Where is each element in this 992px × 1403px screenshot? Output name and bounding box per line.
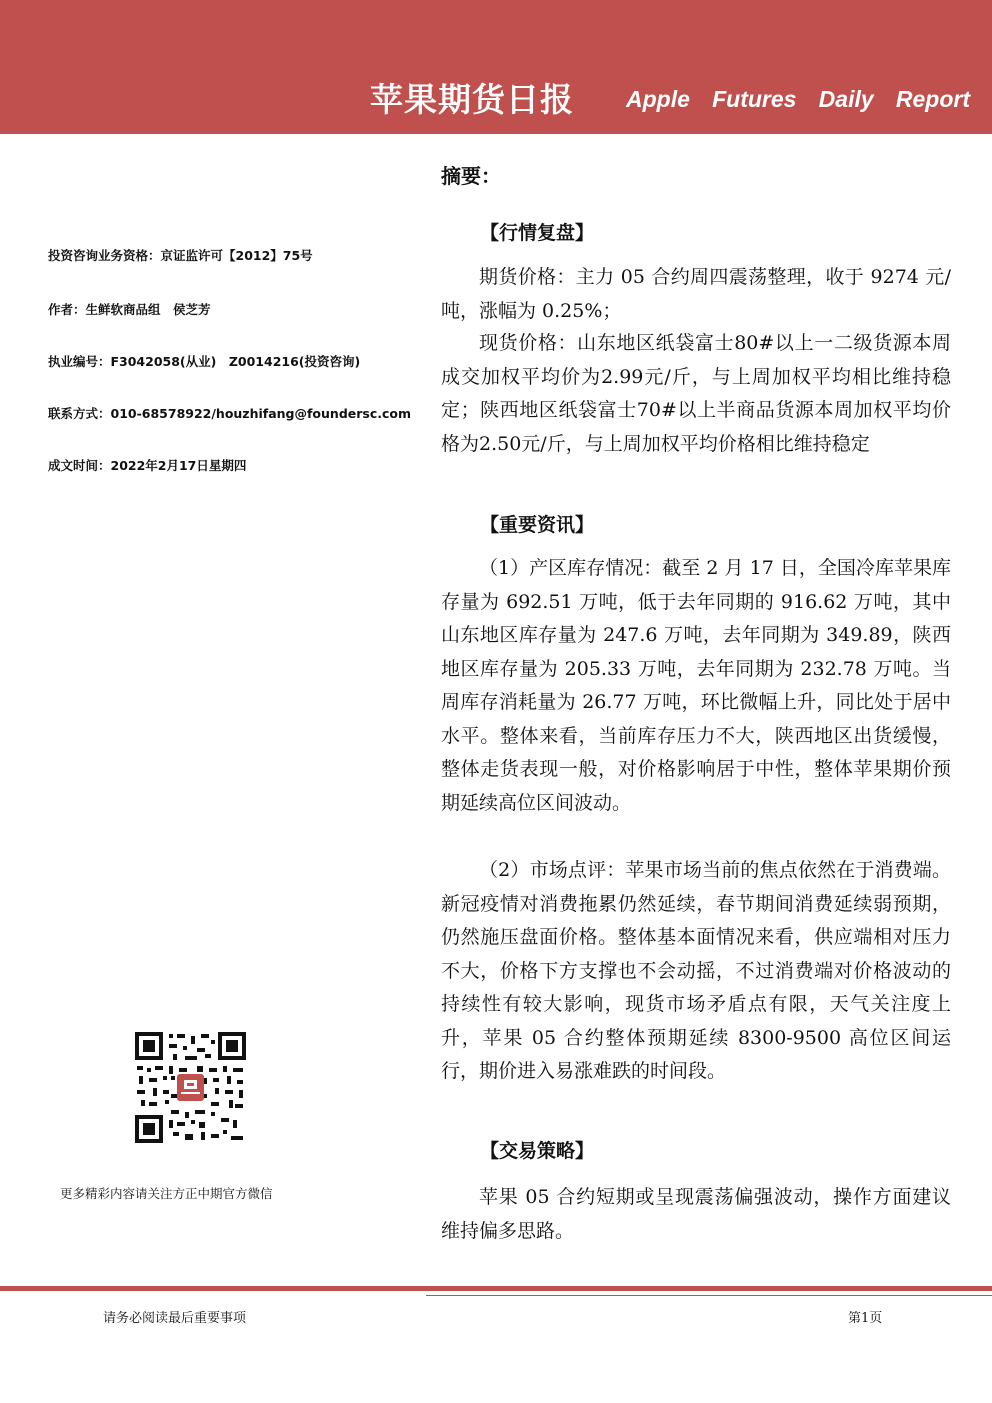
- title-en-word: Apple: [626, 86, 690, 112]
- footer-divider: [0, 1286, 992, 1291]
- qr-caption: 更多精彩内容请关注方正中期官方微信: [60, 1186, 273, 1201]
- page-number: 第1页: [848, 1311, 883, 1326]
- news-heading: 【重要资讯】: [480, 514, 595, 536]
- title-en-word: Daily: [818, 86, 874, 112]
- title-en-word: Report: [895, 86, 970, 112]
- spot-price-paragraph: 现货价格：山东地区纸袋富士80#以上一二级货源本周成交加权平均价为2.99元/斤，与上周加权平均相比维持稳定；陕西地区纸袋富士70#以上半商品货源本周加权平均价格为2.50元/斤，与上周加权平均价格相比维持稳定: [441, 332, 951, 455]
- author-line: 作者：生鲜软商品组 侯芝芳: [48, 302, 211, 317]
- qualification-line: 投资咨询业务资格：京证监许可【2012】75号: [48, 248, 313, 263]
- strategy-heading: 【交易策略】: [480, 1140, 595, 1162]
- news-item-inventory: （1）产区库存情况：截至 2 月 17 日，全国冷库苹果库存量为 692.51 万吨，低于去年同期的 916.62 万吨，其中山东地区库存量为 247.6 万吨，去年同期为 349.89，陕西地区库存量为 205.33 万吨，去年同期为 232.78 万吨。当周库存消耗量为 26.77 万吨，环比微幅上升，同比处于居中水平。整体来看，当前库存压力不大，陕西地区出货缓慢，整体走货表现一般，对价格影响居于中性，整体苹果期价预期延续高位区间波动。: [441, 557, 951, 814]
- date-line: 成文时间：2022年2月17日星期四: [48, 458, 247, 473]
- wechat-qr-code: [135, 1032, 246, 1143]
- market-review-heading: 【行情复盘】: [480, 222, 595, 244]
- report-title-en: [626, 86, 970, 113]
- summary-title: 摘要：: [441, 164, 501, 188]
- futures-price-paragraph: 期货价格：主力 05 合约周四震荡整理，收于 9274 元/吨，涨幅为 0.25%；: [441, 266, 951, 322]
- footer-divider-thin: [426, 1295, 992, 1296]
- header-divider: [0, 131, 992, 134]
- footer-notice: 请务必阅读最后重要事项: [103, 1311, 247, 1326]
- contact-line: 联系方式：010-68578922/houzhifang@foundersc.com: [48, 406, 412, 421]
- report-title-cn: 苹果期货日报: [370, 80, 574, 119]
- news-item-market-comment: （2）市场点评：苹果市场当前的焦点依然在于消费端。新冠疫情对消费拖累仍然延续，春节期间消费延续弱预期，仍然施压盘面价格。整体基本面情况来看，供应端相对压力不大，价格下方支撑也不会动摇，不过消费端对价格波动的持续性有较大影响，现货市场矛盾点有限，天气关注度上升，苹果 05 合约整体预期延续 8300-9500 高位区间运行，期价进入易涨难跌的时间段。: [441, 859, 951, 1082]
- license-line: 执业编号：F3042058(从业) Z0014216(投资咨询): [48, 354, 361, 369]
- title-en-word: Futures: [712, 86, 797, 112]
- strategy-paragraph: 苹果 05 合约短期或呈现震荡偏强波动，操作方面建议维持偏多思路。: [441, 1186, 951, 1242]
